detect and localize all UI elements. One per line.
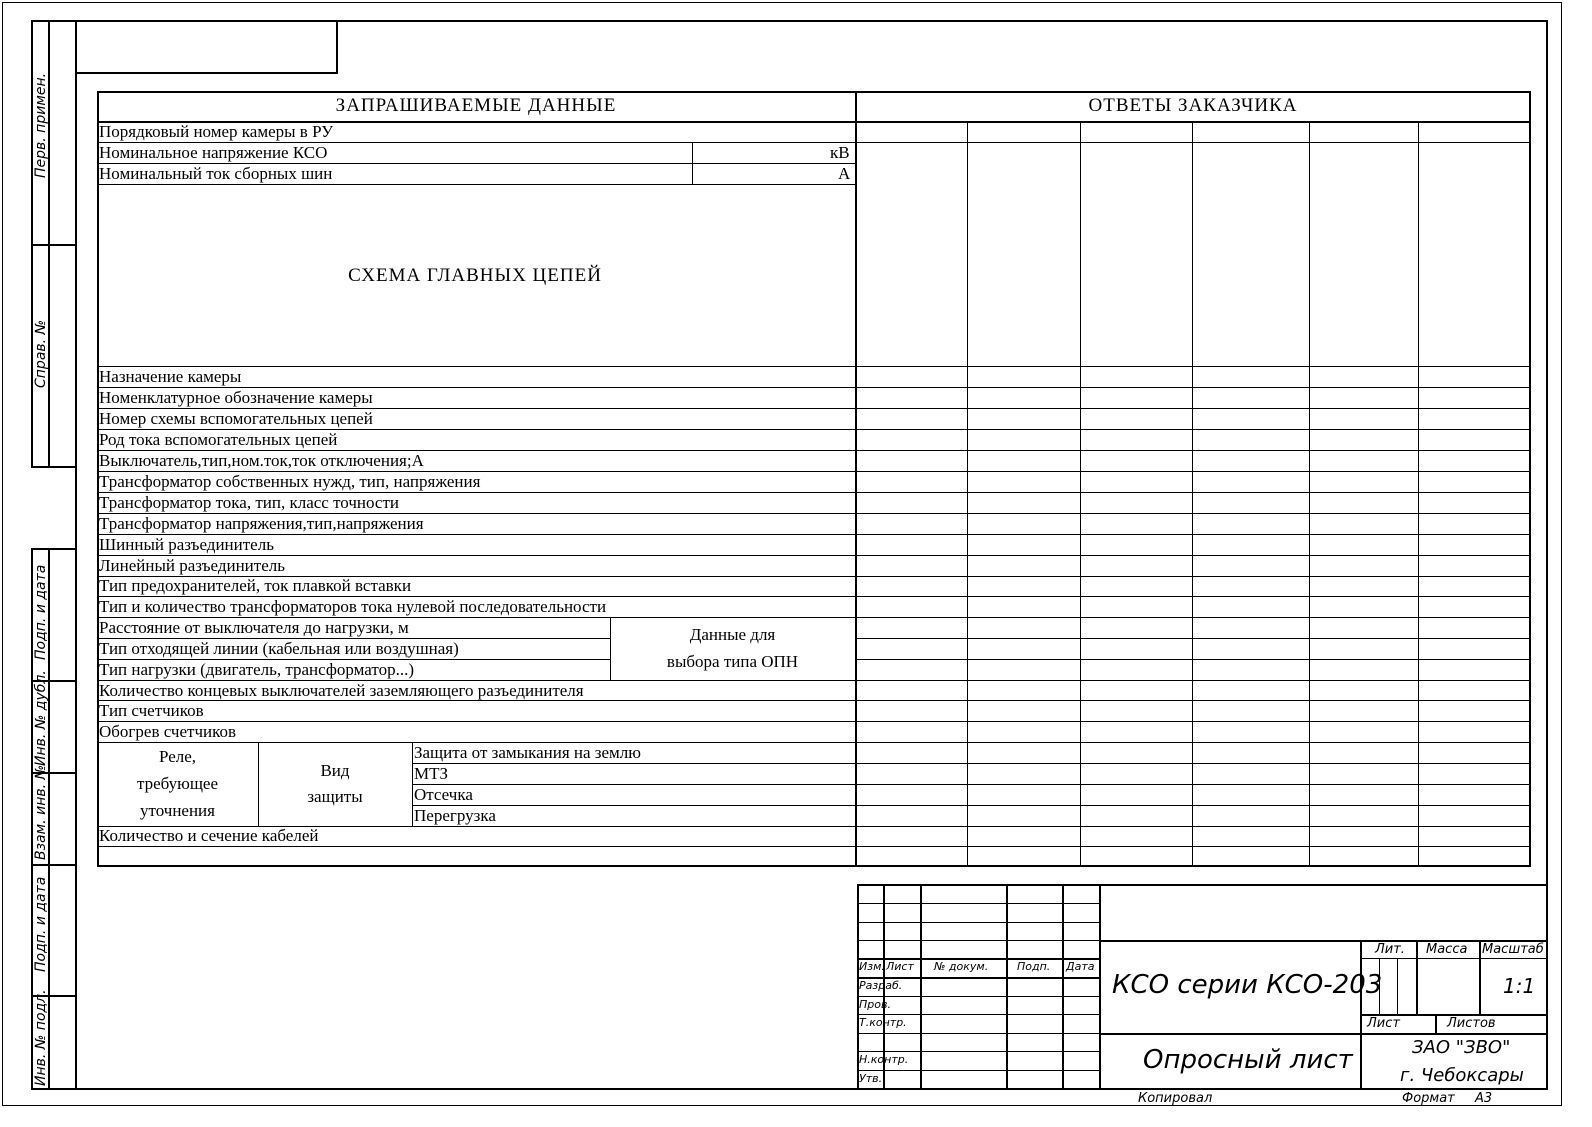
stamp-kopiroval: Копировал (1138, 1091, 1213, 1106)
row-current-transformer: Трансформатор тока, тип, класс точности (99, 493, 400, 512)
row-aux-transformer: Трансформатор собственных нужд, тип, напряжения (99, 472, 481, 491)
opn-data-label-2: выбора типа ОПН (666, 652, 799, 671)
stamp-list: Лист (886, 960, 914, 973)
row-nomenclature: Номенклатурное обозначение камеры (99, 388, 373, 407)
relay-label-3: уточнения (140, 801, 215, 820)
protection-type-label-1: Вид (320, 761, 350, 780)
row-bus-disconnector: Шинный разъединитель (99, 535, 274, 554)
stamp-format-value: А3 (1475, 1091, 1493, 1106)
stamp-scale-value: 1:1 (1503, 974, 1536, 998)
row-outgoing-line-type: Тип отходящей линии (кабельная или воздушная) (99, 639, 459, 658)
stamp-data: Дата (1066, 960, 1095, 973)
protection-overload: Перегрузка (414, 806, 496, 825)
side-label-podp1: Подп. и дата (33, 564, 49, 660)
stamp-lit: Лит. (1375, 942, 1405, 957)
stamp-massa: Масса (1426, 942, 1468, 957)
side-label-inv-dubl: Инв. № дубл. (33, 670, 49, 766)
side-label-perv: Перв. примен. (33, 72, 49, 178)
side-label-inv-podl: Инв. № подл. (33, 989, 49, 1086)
row-busbar-current: Номинальный ток сборных шин (99, 164, 333, 183)
top-left-box (75, 20, 338, 74)
side-label-podp2: Подп. и дата (33, 876, 49, 972)
stamp-prov: Пров. (859, 998, 891, 1011)
row-aux-current-type: Род тока вспомогательных цепей (99, 430, 338, 449)
row-cables: Количество и сечение кабелей (99, 826, 319, 845)
row-chamber-number: Порядковый номер камеры в РУ (99, 122, 334, 141)
row-limit-switches: Количество концевых выключателей заземляющего разъединителя (99, 681, 584, 700)
stamp-razrab: Разраб. (859, 979, 903, 992)
stamp-list2: Лист (1367, 1016, 1400, 1031)
stamp-tkontr: Т.контр. (859, 1016, 907, 1029)
header-requested-data: ЗАПРАШИВАЕМЫЕ ДАННЫЕ (335, 95, 617, 116)
side-label-sprav: Справ. № (33, 319, 49, 388)
row-chamber-purpose: Назначение камеры (99, 367, 242, 386)
header-customer-answers: ОТВЕТЫ ЗАКАЗЧИКА (1088, 95, 1298, 116)
row-meter-type: Тип счетчиков (99, 701, 204, 720)
stamp-org-2: г. Чебоксары (1400, 1065, 1524, 1086)
row-distance-to-load: Расстояние от выключателя до нагрузки, м (99, 618, 409, 637)
row-fuses: Тип предохранителей, ток плавкой вставки (99, 576, 412, 595)
stamp-designation: КСО серии КСО-203 (1112, 970, 1383, 1000)
protection-mtz: МТЗ (414, 764, 449, 783)
main-circuit-scheme-label: СХЕМА ГЛАВНЫХ ЦЕПЕЙ (348, 265, 602, 286)
stamp-podp: Подп. (1017, 960, 1051, 973)
stamp-masshtab: Масштаб (1482, 942, 1544, 957)
stamp-listov: Листов (1447, 1016, 1496, 1031)
row-zero-seq-ct: Тип и количество трансформаторов тока нулевой последовательности (99, 597, 607, 616)
opn-data-label-1: Данные для (689, 625, 776, 644)
stamp-ndoc: № докум. (934, 960, 989, 973)
stamp-nkontr: Н.контр. (859, 1053, 909, 1066)
protection-type-label-2: защиты (307, 787, 363, 806)
row-breaker: Выключатель,тип,ном.ток,ток отключения;А (99, 451, 424, 470)
row-line-disconnector: Линейный разъединитель (99, 556, 285, 575)
stamp-org-1: ЗАО "ЗВО" (1412, 1037, 1511, 1058)
row-busbar-current-unit: А (838, 164, 851, 183)
row-voltage-transformer: Трансформатор напряжения,тип,напряжения (99, 514, 424, 533)
stamp-izm: Изм. (859, 960, 885, 973)
protection-earth-fault: Защита от замыкания на землю (414, 743, 641, 762)
stamp-doc-name: Опросный лист (1143, 1045, 1353, 1075)
row-rated-voltage-unit: кВ (830, 143, 850, 162)
row-rated-voltage: Номинальное напряжение КСО (99, 143, 328, 162)
stamp-utv: Утв. (859, 1072, 883, 1085)
row-meter-heating: Обогрев счетчиков (99, 722, 237, 741)
row-aux-scheme-number: Номер схемы вспомогательных цепей (99, 409, 373, 428)
side-label-vzam: Взам. инв. № (33, 764, 49, 860)
row-load-type: Тип нагрузки (двигатель, трансформатор...) (99, 660, 414, 679)
relay-label-2: требующее (136, 774, 219, 793)
stamp-format: Формат (1402, 1091, 1455, 1106)
protection-cutoff: Отсечка (414, 785, 473, 804)
relay-label-1: Реле, (158, 747, 197, 766)
